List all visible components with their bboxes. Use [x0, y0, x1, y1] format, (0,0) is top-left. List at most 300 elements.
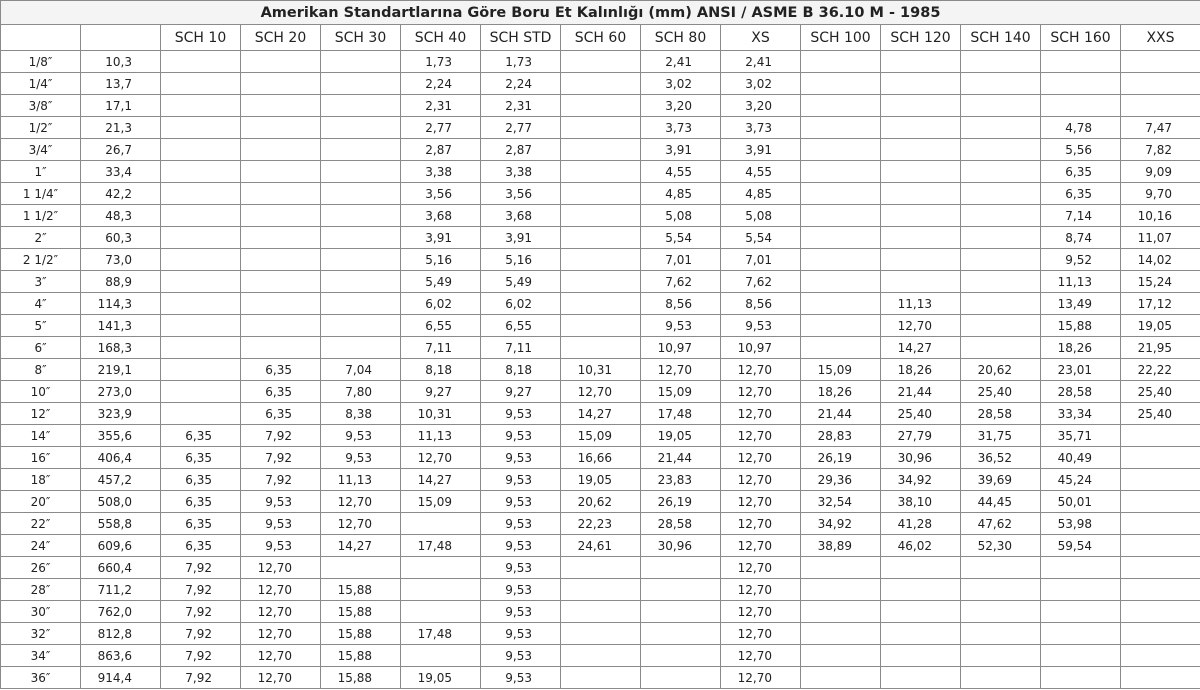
- thickness-cell: 3,02: [721, 73, 801, 95]
- thickness-cell: 6,35: [241, 381, 321, 403]
- outer-diameter-cell: 323,9: [81, 403, 161, 425]
- table-row: [1, 271, 1200, 293]
- thickness-cell: 9,53: [481, 513, 561, 535]
- thickness-cell: [801, 73, 881, 95]
- thickness-cell: 7,92: [161, 623, 241, 645]
- thickness-cell: [1121, 95, 1200, 117]
- thickness-cell: 9,53: [481, 403, 561, 425]
- thickness-cell: 17,12: [1121, 293, 1200, 315]
- pipe-size-cell: 3/8″: [1, 95, 81, 117]
- thickness-cell: [1121, 51, 1200, 73]
- thickness-cell: [241, 95, 321, 117]
- thickness-cell: [801, 315, 881, 337]
- thickness-cell: 28,58: [641, 513, 721, 535]
- thickness-cell: [1121, 579, 1200, 601]
- outer-diameter-cell: 26,7: [81, 139, 161, 161]
- thickness-cell: 4,85: [721, 183, 801, 205]
- thickness-cell: [161, 205, 241, 227]
- thickness-cell: 9,53: [481, 601, 561, 623]
- thickness-cell: 1,73: [401, 51, 481, 73]
- thickness-cell: [1121, 623, 1200, 645]
- thickness-cell: 8,74: [1041, 227, 1121, 249]
- thickness-cell: 3,68: [401, 205, 481, 227]
- column-header: XS: [721, 25, 801, 51]
- thickness-cell: [801, 205, 881, 227]
- thickness-cell: 14,02: [1121, 249, 1200, 271]
- thickness-cell: 6,35: [241, 359, 321, 381]
- thickness-cell: [321, 51, 401, 73]
- thickness-cell: [881, 139, 961, 161]
- thickness-cell: 9,53: [481, 645, 561, 667]
- thickness-cell: [1121, 513, 1200, 535]
- table-row: [1, 139, 1200, 161]
- pipe-size-cell: 1/8″: [1, 51, 81, 73]
- thickness-cell: 33,34: [1041, 403, 1121, 425]
- thickness-cell: [321, 183, 401, 205]
- thickness-cell: [161, 337, 241, 359]
- table-body: [1, 51, 1200, 689]
- thickness-cell: 4,55: [641, 161, 721, 183]
- thickness-cell: 9,53: [481, 425, 561, 447]
- thickness-cell: [1121, 557, 1200, 579]
- pipe-size-cell: 26″: [1, 557, 81, 579]
- thickness-cell: 12,70: [241, 579, 321, 601]
- pipe-size-cell: 1/4″: [1, 73, 81, 95]
- thickness-cell: 6,35: [161, 491, 241, 513]
- column-header: SCH 60: [561, 25, 641, 51]
- thickness-cell: [561, 205, 641, 227]
- thickness-cell: [161, 139, 241, 161]
- column-header: SCH 120: [881, 25, 961, 51]
- thickness-cell: [881, 95, 961, 117]
- column-header: SCH 30: [321, 25, 401, 51]
- thickness-cell: [801, 95, 881, 117]
- thickness-cell: [561, 557, 641, 579]
- pipe-size-cell: 12″: [1, 403, 81, 425]
- thickness-cell: 12,70: [241, 601, 321, 623]
- outer-diameter-cell: 660,4: [81, 557, 161, 579]
- thickness-cell: 6,35: [1041, 161, 1121, 183]
- thickness-cell: [561, 95, 641, 117]
- thickness-cell: [241, 51, 321, 73]
- thickness-cell: 9,53: [481, 469, 561, 491]
- outer-diameter-cell: 219,1: [81, 359, 161, 381]
- thickness-cell: [1041, 623, 1121, 645]
- thickness-cell: [961, 271, 1041, 293]
- thickness-cell: 25,40: [881, 403, 961, 425]
- thickness-cell: 8,56: [721, 293, 801, 315]
- table-row: [1, 447, 1200, 469]
- thickness-cell: 9,52: [1041, 249, 1121, 271]
- thickness-cell: [561, 139, 641, 161]
- thickness-cell: [1041, 95, 1121, 117]
- thickness-cell: 3,02: [641, 73, 721, 95]
- thickness-cell: [961, 139, 1041, 161]
- thickness-cell: 9,53: [321, 425, 401, 447]
- table-row: [1, 73, 1200, 95]
- thickness-cell: 1,73: [481, 51, 561, 73]
- thickness-cell: [961, 51, 1041, 73]
- thickness-cell: [241, 315, 321, 337]
- thickness-cell: [241, 227, 321, 249]
- thickness-cell: 3,38: [481, 161, 561, 183]
- thickness-cell: [241, 73, 321, 95]
- thickness-cell: [961, 667, 1041, 689]
- thickness-cell: 5,56: [1041, 139, 1121, 161]
- table-title: Amerikan Standartlarına Göre Boru Et Kalınlığı (mm) ANSI / ASME B 36.10 M - 1985: [1, 1, 1200, 25]
- thickness-cell: [801, 227, 881, 249]
- pipe-size-cell: 30″: [1, 601, 81, 623]
- thickness-cell: [561, 227, 641, 249]
- table-row: [1, 601, 1200, 623]
- column-header: SCH 140: [961, 25, 1041, 51]
- thickness-cell: [161, 293, 241, 315]
- outer-diameter-cell: 711,2: [81, 579, 161, 601]
- column-header: SCH 100: [801, 25, 881, 51]
- thickness-cell: [241, 139, 321, 161]
- thickness-cell: 7,47: [1121, 117, 1200, 139]
- thickness-cell: 9,53: [481, 667, 561, 689]
- thickness-cell: 15,09: [561, 425, 641, 447]
- outer-diameter-cell: 10,3: [81, 51, 161, 73]
- thickness-cell: 6,35: [241, 403, 321, 425]
- thickness-cell: 5,08: [641, 205, 721, 227]
- thickness-cell: 14,27: [881, 337, 961, 359]
- thickness-cell: [881, 667, 961, 689]
- thickness-cell: 46,02: [881, 535, 961, 557]
- pipe-size-cell: 36″: [1, 667, 81, 689]
- thickness-cell: [801, 139, 881, 161]
- outer-diameter-cell: 33,4: [81, 161, 161, 183]
- thickness-cell: [161, 381, 241, 403]
- thickness-cell: 7,01: [721, 249, 801, 271]
- thickness-cell: 22,23: [561, 513, 641, 535]
- thickness-cell: [561, 315, 641, 337]
- outer-diameter-cell: 609,6: [81, 535, 161, 557]
- thickness-cell: [161, 403, 241, 425]
- thickness-cell: 47,62: [961, 513, 1041, 535]
- thickness-cell: [881, 161, 961, 183]
- thickness-cell: 13,49: [1041, 293, 1121, 315]
- thickness-cell: [561, 645, 641, 667]
- thickness-cell: 2,77: [401, 117, 481, 139]
- thickness-cell: 25,40: [1121, 403, 1200, 425]
- thickness-cell: 23,83: [641, 469, 721, 491]
- thickness-cell: [161, 95, 241, 117]
- thickness-cell: 28,83: [801, 425, 881, 447]
- thickness-cell: 6,35: [1041, 183, 1121, 205]
- thickness-cell: 9,53: [241, 491, 321, 513]
- column-header: [81, 25, 161, 51]
- thickness-cell: 12,70: [721, 381, 801, 403]
- thickness-cell: 12,70: [721, 623, 801, 645]
- thickness-cell: [401, 601, 481, 623]
- thickness-cell: [1041, 667, 1121, 689]
- thickness-cell: [961, 601, 1041, 623]
- thickness-cell: [321, 315, 401, 337]
- pipe-size-cell: 3″: [1, 271, 81, 293]
- thickness-cell: 2,24: [481, 73, 561, 95]
- thickness-cell: [561, 337, 641, 359]
- thickness-cell: 34,92: [881, 469, 961, 491]
- outer-diameter-cell: 88,9: [81, 271, 161, 293]
- thickness-cell: [801, 667, 881, 689]
- thickness-cell: 17,48: [401, 623, 481, 645]
- thickness-cell: 15,88: [321, 579, 401, 601]
- thickness-cell: 10,97: [721, 337, 801, 359]
- table-row: [1, 315, 1200, 337]
- thickness-cell: 8,18: [481, 359, 561, 381]
- thickness-cell: 10,97: [641, 337, 721, 359]
- pipe-size-cell: 2″: [1, 227, 81, 249]
- thickness-cell: 9,53: [241, 535, 321, 557]
- thickness-cell: 12,70: [721, 447, 801, 469]
- thickness-cell: 41,28: [881, 513, 961, 535]
- thickness-cell: [1121, 73, 1200, 95]
- table-row: [1, 645, 1200, 667]
- thickness-cell: [561, 667, 641, 689]
- thickness-cell: 12,70: [321, 491, 401, 513]
- thickness-cell: [561, 249, 641, 271]
- table-row: [1, 623, 1200, 645]
- thickness-cell: 15,09: [801, 359, 881, 381]
- thickness-cell: 50,01: [1041, 491, 1121, 513]
- thickness-cell: [801, 337, 881, 359]
- thickness-cell: [161, 51, 241, 73]
- thickness-cell: [881, 183, 961, 205]
- pipe-size-cell: 18″: [1, 469, 81, 491]
- thickness-cell: [961, 557, 1041, 579]
- thickness-cell: [321, 557, 401, 579]
- thickness-cell: 34,92: [801, 513, 881, 535]
- thickness-cell: 21,95: [1121, 337, 1200, 359]
- thickness-cell: 15,88: [321, 667, 401, 689]
- thickness-cell: [1121, 645, 1200, 667]
- thickness-cell: 18,26: [1041, 337, 1121, 359]
- thickness-cell: 18,26: [801, 381, 881, 403]
- thickness-cell: 3,73: [641, 117, 721, 139]
- thickness-cell: [641, 645, 721, 667]
- header-row: [1, 25, 1200, 51]
- thickness-cell: 8,56: [641, 293, 721, 315]
- column-header: SCH 10: [161, 25, 241, 51]
- thickness-cell: [401, 579, 481, 601]
- thickness-cell: 26,19: [801, 447, 881, 469]
- thickness-cell: [161, 359, 241, 381]
- thickness-cell: 12,70: [641, 359, 721, 381]
- thickness-cell: 12,70: [241, 623, 321, 645]
- thickness-cell: 9,53: [481, 491, 561, 513]
- thickness-cell: 2,24: [401, 73, 481, 95]
- table-row: [1, 249, 1200, 271]
- thickness-cell: 52,30: [961, 535, 1041, 557]
- outer-diameter-cell: 762,0: [81, 601, 161, 623]
- thickness-cell: [321, 205, 401, 227]
- thickness-cell: 3,56: [401, 183, 481, 205]
- thickness-cell: [881, 579, 961, 601]
- pipe-size-cell: 1/2″: [1, 117, 81, 139]
- thickness-cell: [961, 95, 1041, 117]
- thickness-cell: [961, 117, 1041, 139]
- thickness-cell: 21,44: [801, 403, 881, 425]
- thickness-cell: [801, 51, 881, 73]
- table-row: [1, 535, 1200, 557]
- outer-diameter-cell: 42,2: [81, 183, 161, 205]
- thickness-cell: [321, 337, 401, 359]
- thickness-cell: 11,13: [1041, 271, 1121, 293]
- outer-diameter-cell: 355,6: [81, 425, 161, 447]
- thickness-cell: 12,70: [721, 535, 801, 557]
- outer-diameter-cell: 73,0: [81, 249, 161, 271]
- outer-diameter-cell: 457,2: [81, 469, 161, 491]
- table-row: [1, 513, 1200, 535]
- outer-diameter-cell: 141,3: [81, 315, 161, 337]
- thickness-cell: [881, 623, 961, 645]
- thickness-cell: 28,58: [1041, 381, 1121, 403]
- outer-diameter-cell: 273,0: [81, 381, 161, 403]
- thickness-cell: [881, 51, 961, 73]
- thickness-cell: 9,53: [481, 447, 561, 469]
- outer-diameter-cell: 48,3: [81, 205, 161, 227]
- thickness-cell: 9,53: [481, 623, 561, 645]
- thickness-cell: 12,70: [721, 469, 801, 491]
- thickness-cell: [1121, 601, 1200, 623]
- thickness-cell: 12,70: [721, 513, 801, 535]
- thickness-cell: [1041, 579, 1121, 601]
- table-row: [1, 667, 1200, 689]
- thickness-cell: [1121, 491, 1200, 513]
- table-row: [1, 381, 1200, 403]
- thickness-cell: 19,05: [1121, 315, 1200, 337]
- thickness-cell: 6,55: [401, 315, 481, 337]
- thickness-cell: 15,88: [321, 601, 401, 623]
- thickness-cell: 15,88: [1041, 315, 1121, 337]
- thickness-cell: [321, 117, 401, 139]
- thickness-cell: 3,91: [401, 227, 481, 249]
- pipe-size-cell: 1″: [1, 161, 81, 183]
- table-row: [1, 293, 1200, 315]
- table-row: [1, 425, 1200, 447]
- column-header: SCH 40: [401, 25, 481, 51]
- table-row: [1, 161, 1200, 183]
- table-row: [1, 95, 1200, 117]
- thickness-cell: [241, 117, 321, 139]
- thickness-cell: 22,22: [1121, 359, 1200, 381]
- outer-diameter-cell: 168,3: [81, 337, 161, 359]
- column-header: SCH 20: [241, 25, 321, 51]
- thickness-cell: [561, 601, 641, 623]
- thickness-cell: [561, 293, 641, 315]
- thickness-cell: 11,13: [401, 425, 481, 447]
- thickness-cell: [1041, 557, 1121, 579]
- thickness-cell: [241, 161, 321, 183]
- column-header: SCH 160: [1041, 25, 1121, 51]
- pipe-size-cell: 3/4″: [1, 139, 81, 161]
- thickness-cell: 25,40: [961, 381, 1041, 403]
- thickness-cell: [801, 601, 881, 623]
- thickness-cell: 7,92: [161, 579, 241, 601]
- thickness-cell: [161, 73, 241, 95]
- thickness-cell: 12,70: [721, 667, 801, 689]
- thickness-cell: 7,11: [401, 337, 481, 359]
- thickness-cell: 14,27: [401, 469, 481, 491]
- thickness-cell: [1121, 447, 1200, 469]
- thickness-cell: 12,70: [721, 359, 801, 381]
- thickness-cell: 9,27: [401, 381, 481, 403]
- thickness-cell: [561, 271, 641, 293]
- thickness-cell: [561, 161, 641, 183]
- outer-diameter-cell: 21,3: [81, 117, 161, 139]
- thickness-cell: [881, 249, 961, 271]
- thickness-cell: 35,71: [1041, 425, 1121, 447]
- thickness-cell: [241, 183, 321, 205]
- thickness-cell: 12,70: [721, 425, 801, 447]
- table-row: [1, 183, 1200, 205]
- pipe-size-cell: 4″: [1, 293, 81, 315]
- table-row: [1, 403, 1200, 425]
- thickness-cell: [321, 73, 401, 95]
- column-header: SCH 80: [641, 25, 721, 51]
- thickness-cell: [1121, 535, 1200, 557]
- thickness-cell: 38,89: [801, 535, 881, 557]
- thickness-cell: 9,53: [481, 579, 561, 601]
- thickness-cell: [641, 557, 721, 579]
- thickness-cell: [561, 183, 641, 205]
- thickness-cell: 3,91: [641, 139, 721, 161]
- thickness-cell: [961, 161, 1041, 183]
- thickness-cell: [881, 117, 961, 139]
- thickness-cell: 9,70: [1121, 183, 1200, 205]
- table-row: [1, 359, 1200, 381]
- thickness-cell: [561, 623, 641, 645]
- outer-diameter-cell: 914,4: [81, 667, 161, 689]
- pipe-size-cell: 20″: [1, 491, 81, 513]
- thickness-cell: 2,87: [481, 139, 561, 161]
- thickness-cell: 21,44: [641, 447, 721, 469]
- outer-diameter-cell: 406,4: [81, 447, 161, 469]
- thickness-cell: [801, 579, 881, 601]
- thickness-cell: [801, 293, 881, 315]
- thickness-cell: [961, 337, 1041, 359]
- thickness-cell: 2,31: [481, 95, 561, 117]
- thickness-cell: [801, 623, 881, 645]
- thickness-cell: 6,35: [161, 535, 241, 557]
- pipe-size-cell: 34″: [1, 645, 81, 667]
- thickness-cell: 15,88: [321, 623, 401, 645]
- outer-diameter-cell: 558,8: [81, 513, 161, 535]
- thickness-cell: [801, 249, 881, 271]
- thickness-cell: 14,27: [321, 535, 401, 557]
- pipe-size-cell: 5″: [1, 315, 81, 337]
- table-row: [1, 51, 1200, 73]
- thickness-cell: [321, 139, 401, 161]
- thickness-cell: 5,08: [721, 205, 801, 227]
- thickness-cell: 3,68: [481, 205, 561, 227]
- thickness-cell: 2,87: [401, 139, 481, 161]
- thickness-cell: 12,70: [721, 645, 801, 667]
- thickness-cell: 3,20: [641, 95, 721, 117]
- thickness-cell: 36,52: [961, 447, 1041, 469]
- table-row: [1, 491, 1200, 513]
- outer-diameter-cell: 13,7: [81, 73, 161, 95]
- thickness-cell: [321, 249, 401, 271]
- table-row: [1, 469, 1200, 491]
- thickness-cell: 20,62: [561, 491, 641, 513]
- thickness-cell: 2,77: [481, 117, 561, 139]
- thickness-cell: 18,26: [881, 359, 961, 381]
- thickness-cell: [1121, 425, 1200, 447]
- thickness-cell: [961, 293, 1041, 315]
